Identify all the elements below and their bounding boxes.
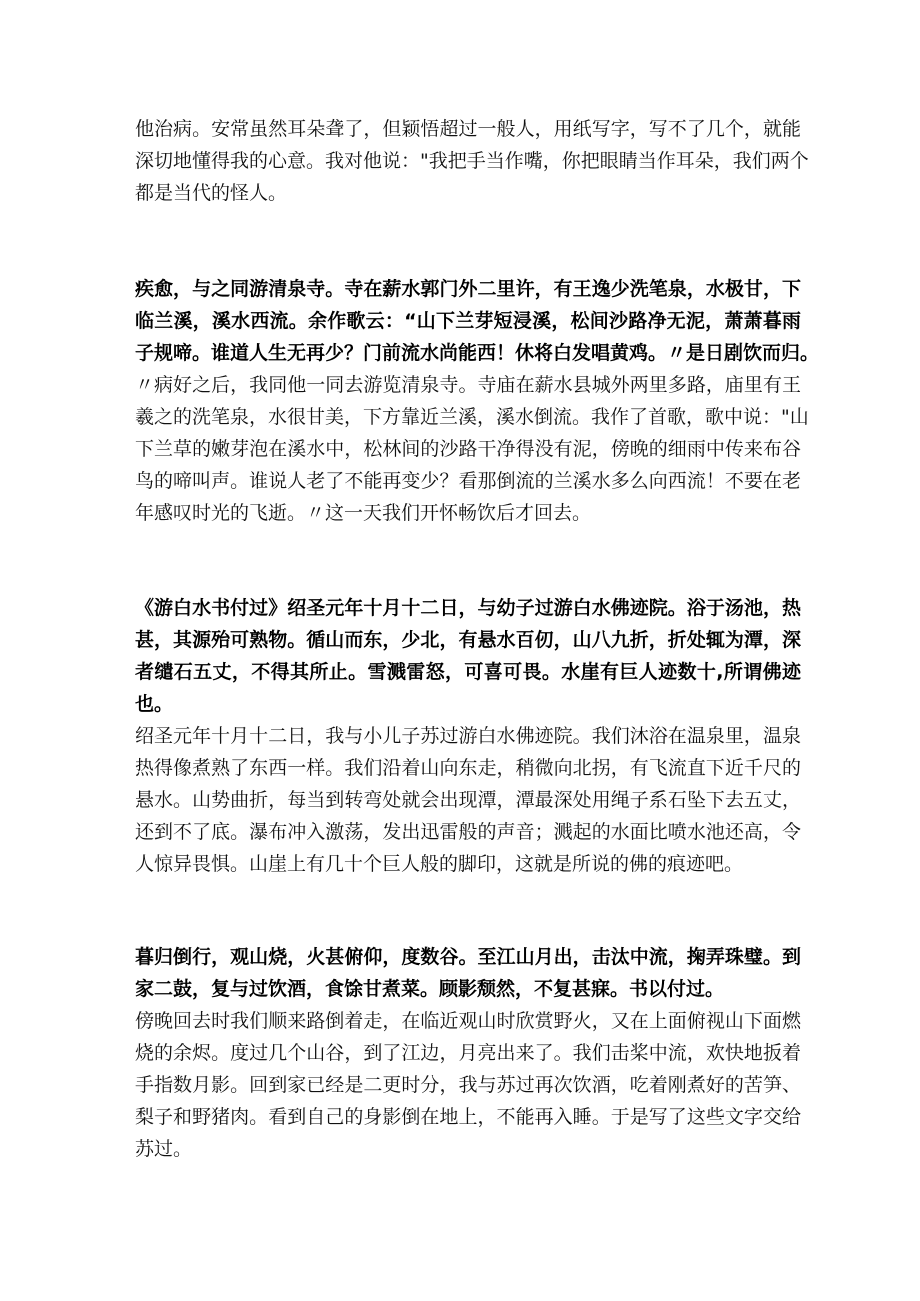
- translation-text: [135, 1005, 801, 1165]
- translation-line: 年感叹时光的飞逝。〃这一天我们开怀畅饮后才回去。: [135, 502, 592, 524]
- original-line: 者缱石五丈，不得其所止。雪溅雷怒，可喜可畏。水崖有巨人迹数十,所谓佛迹: [135, 661, 801, 683]
- text-line: 他治病。安常虽然耳朵聋了，但颖悟超过一般人，用纸写字，写不了几个，就能: [135, 118, 801, 140]
- return-home-section: [135, 941, 801, 1165]
- translation-line: 悬水。山势曲折，每当到转弯处就会出现潭，潭最深处用绳子系石坠下去五丈，: [135, 789, 801, 811]
- text-line: 深切地懂得我的心意。我对他说："我把手当作嘴，你把眼睛当作耳朵，我们两个: [135, 150, 809, 172]
- original-text: [135, 941, 801, 1005]
- translation-line: 烧的余烬。度过几个山谷，到了江边，月亮出来了。我们击桨中流，欢快地扳着: [135, 1042, 801, 1064]
- translation-line: 傍晚回去时我们顺来路倒着走，在临近观山时欣赏野火，又在上面俯视山下面燃: [135, 1010, 801, 1032]
- original-line: 暮归倒行，观山烧，火甚俯仰，度数谷。至江山月出，击汰中流，掬弄珠璧。到: [135, 946, 801, 968]
- translation-line: 鸟的啼叫声。谁说人老了不能再变少？看那倒流的兰溪水多么向西流！不要在老: [135, 470, 801, 492]
- translation-line: 手指数月影。回到家已经是二更时分，我与苏过再次饮酒，吃着刚煮好的苦笋、: [135, 1074, 801, 1096]
- original-line: 临兰溪，溪水西流。余作歌云：“山下兰芽短浸溪，松间沙路净无泥，萧萧暮雨: [135, 310, 801, 332]
- original-line: 也。: [135, 693, 174, 715]
- intro-translation-paragraph: [135, 113, 809, 209]
- translation-text: [135, 369, 809, 529]
- translation-line: 梨子和野猪肉。看到自己的身影倒在地上，不能再入睡。于是写了这些文字交给: [135, 1106, 801, 1128]
- translation-line: 热得像煮熟了东西一样。我们沿着山向东走，稍微向北拐，有飞流直下近千尺的: [135, 757, 801, 779]
- original-line: 子规啼。谁道人生无再少？门前流水尚能西！休将白发唱黄鸡。〃是日剧饮而归。: [135, 342, 820, 364]
- translation-line: 羲之的洗笔泉，水很甘美，下方靠近兰溪，溪水倒流。我作了首歌，歌中说："山: [135, 406, 809, 428]
- original-line: 甚，其源殆可熟物。循山而东，少北，有悬水百仞，山八九折，折处辄为潭，深: [135, 629, 801, 651]
- original-text: [135, 592, 801, 720]
- translation-text: [135, 720, 801, 880]
- translation-line: 下兰草的嫩芽泡在溪水中，松林间的沙路干净得没有泥，傍晚的细雨中传来布谷: [135, 438, 801, 460]
- text-line: 都是当代的怪人。: [135, 182, 288, 204]
- original-line: 疾愈，与之同游清泉寺。寺在薪水郭门外二里许，有王逸少洗笔泉，水极甘，下: [135, 278, 801, 300]
- translation-line: 绍圣元年十月十二日，我与小儿子苏过游白水佛迹院。我们沐浴在温泉里，温泉: [135, 725, 801, 747]
- translation-line: 人惊异畏惧。山崖上有几十个巨人般的脚印，这就是所说的佛的痕迹吧。: [135, 853, 744, 875]
- translation-line: 〃病好之后，我同他一同去游览清泉寺。寺庙在薪水县城外两里多路，庙里有王: [135, 374, 801, 396]
- original-line: 《游白水书付过》绍圣元年十月十二日，与幼子过游白水佛迹院。浴于汤池，热: [135, 597, 801, 619]
- translation-line: 苏过。: [135, 1138, 193, 1160]
- original-text: [135, 273, 820, 369]
- original-line: 家二鼓，复与过饮酒，食馀甘煮菜。顾影颓然，不复甚寐。书以付过。: [135, 978, 725, 1000]
- qingquan-temple-section: [135, 273, 820, 529]
- translation-line: 还到不了底。瀑布冲入激荡，发出迅雷般的声音；溅起的水面比喷水池还高，令: [135, 821, 801, 843]
- baishui-temple-section: [135, 592, 801, 880]
